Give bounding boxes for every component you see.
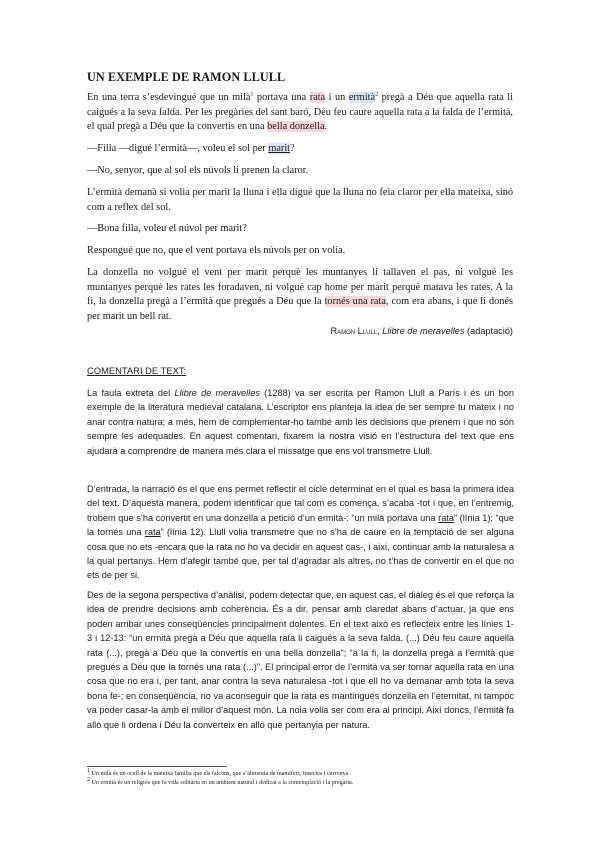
comment-work-title: Llibre de meravelles <box>174 388 260 398</box>
story-text: . <box>324 121 328 133</box>
credit-note: (adaptació) <box>464 326 513 336</box>
footnote-ref-1[interactable]: 1 <box>250 91 254 98</box>
footnote-1 <box>87 767 517 778</box>
highlight-rata: rata <box>309 92 326 103</box>
story-text: En una terra s’esdevingué que un milà <box>87 92 251 103</box>
footnote-2 <box>87 776 517 787</box>
story-text: portava una <box>253 92 310 103</box>
comment-heading: COMENTARI DE TEXT: <box>87 365 187 376</box>
highlight-donzella: bella donzella <box>267 121 325 133</box>
comment-text: ” (línia 1); “que la tornés una <box>87 512 514 538</box>
comment-text: ” (línia 12). Llull volia transmetre que no s’ha de caure en la temptació de ser alguna cosa que no ets -encara que la rata no ho va decidir en aquest cas-, i així, continuar amb la naturalesa a la qual pertanys. Hem d’afegir també que, per tal d’agradar als altres, no t’has de convertir en el que no ets de per si. <box>87 527 514 581</box>
comment-text: (1288) va ser escrita per Ramon Llull a París i és un bon exemple de la literatura medieval catalana. L’escriptor ens planteja la idea de ser sempre tu mateix i no anar contra natura; a més, hem de complementar-ho també amb les decisions que prenem i que no són sempre les adequades. En aquest comentari, fixarem la nostra visió en l’estructura del text que ens ajudarà a comprendre de manera més clara el missatge que ens vol transmetre Llull. <box>87 388 515 456</box>
story-text: ? <box>290 143 295 154</box>
footnote-ref-2[interactable]: 2 <box>375 91 379 98</box>
underlined-rata: rata <box>438 512 454 523</box>
comment-text: D’entrada, la narració és el que ens permet reflectir el cicle determinat en el qual es basa la primera idea del text. D’aquesta manera, podem identificar que tal com es comença, s’acaba -tot i que, en l’entremig, trobem que s’ha convertit en una donzella a petició d’un ermità-: “un milà portava una <box>87 484 514 523</box>
comment-paragraph-3: Des de la segona perspectiva d’anàlisi, podem detectar que, en aquest cas, el diàleg és el que reforça la idea de prendre decisions amb coherència. És a dir, pensar amb claredat abans d’actuar, ja que ens poden arribar unes conseqüències principalment dolentes. En el text això es reflecteix entre les línies 1-3 i 12-13: “un ermità pregà a Déu que aquella rata li caigués a la seva falda. (...) Déu feu caure aquella rata (...), pregà a Déu que la convertís en una bella donzella”; “a la fi, la donzella pregà a l’ermità que pregués a Déu que la tornés una rata (...)”. El principal error de l’ermità va ser tornar aquella rata en una cosa que no era i, per tant, anar contra la seva naturalesa -tot i que ell ho va demanar amb tota la seva bona fe-; en conseqüència, no va aconseguir que la rata es mantingués donzella en l’eternitat, ni tampoc va poder casar-la amb el millor d’aquest món. La noia volia ser com era al principi. Així doncs, l’ermità fa allò que li ordena i Déu la converteix en allò que pertanyia per natura. <box>87 590 514 730</box>
footnote-number: 2 <box>87 776 90 783</box>
story-paragraph-2 <box>87 142 513 157</box>
comment-paragraph-1 <box>87 386 514 458</box>
highlight-tornes-una-rata: tornés una rata <box>324 296 386 308</box>
comment-text: La faula extreta del <box>87 388 175 398</box>
story-text: , com era abans, i que li donés per marit un bell rat. <box>87 296 513 322</box>
underlined-rata: rata <box>144 527 161 538</box>
story-text: pregà a Déu que aquella rata li caigués a la seva falda. Per les pregàries del sant baró, Déu feu caure aquella rata a la falda de l’ermità, el qual pregà a Déu que la convertís en una <box>87 92 514 133</box>
credit-separator: , <box>377 326 383 336</box>
credit-work: Llibre de meravelles <box>382 326 465 336</box>
story-paragraph-5: —Bona filla, voleu el núvol per marit? <box>87 223 247 234</box>
source-credit <box>330 326 513 336</box>
footnote-text: Un ermità és un religiós que fa vida solitària en un ambient natural i dedicat a la contemplació i la pregària. <box>90 780 354 786</box>
highlight-marit: marit <box>268 143 291 154</box>
story-paragraph-3: —No, senyor, que al sol els núvols li prenen la claror. <box>87 165 309 176</box>
footnote-number: 1 <box>87 767 90 774</box>
story-text: La donzella no volgué el vent per marit perquè les muntanyes li tallaven el pas, ni volgué les muntanyes perquè les rates les foradaven, ni volgué cap home per marit perquè matava les rates. A la fi, la donzella pregà a l’ermità que pregués a Déu que la <box>87 267 513 308</box>
credit-author: Ramon Llull <box>330 326 378 336</box>
story-paragraph-6: Respongué que no, que el vent portava els núvols per on volia. <box>87 245 346 256</box>
story-text: —Filla —digué l’ermità—, voleu el sol per <box>87 143 269 154</box>
footnote-text: Un milà és un ocell de la mateixa família que els falcons, que s’alimenta de mamífers, insectes i carronya. <box>90 771 350 777</box>
comment-paragraph-2 <box>87 482 514 583</box>
page-title: UN EXEMPLE DE RAMON LLULL <box>87 70 286 84</box>
story-paragraph-4: L’ermità demanà si volia per marit la lluna i ella digué que la lluna no feia claror per ella mateixa, sinó com a reflex del sol. <box>87 187 513 213</box>
story-paragraph-1 <box>87 91 513 135</box>
highlight-ermita: ermità <box>348 92 376 103</box>
footnote-divider <box>87 766 227 767</box>
story-text: i un <box>325 92 349 103</box>
story-paragraph-7 <box>87 266 513 324</box>
